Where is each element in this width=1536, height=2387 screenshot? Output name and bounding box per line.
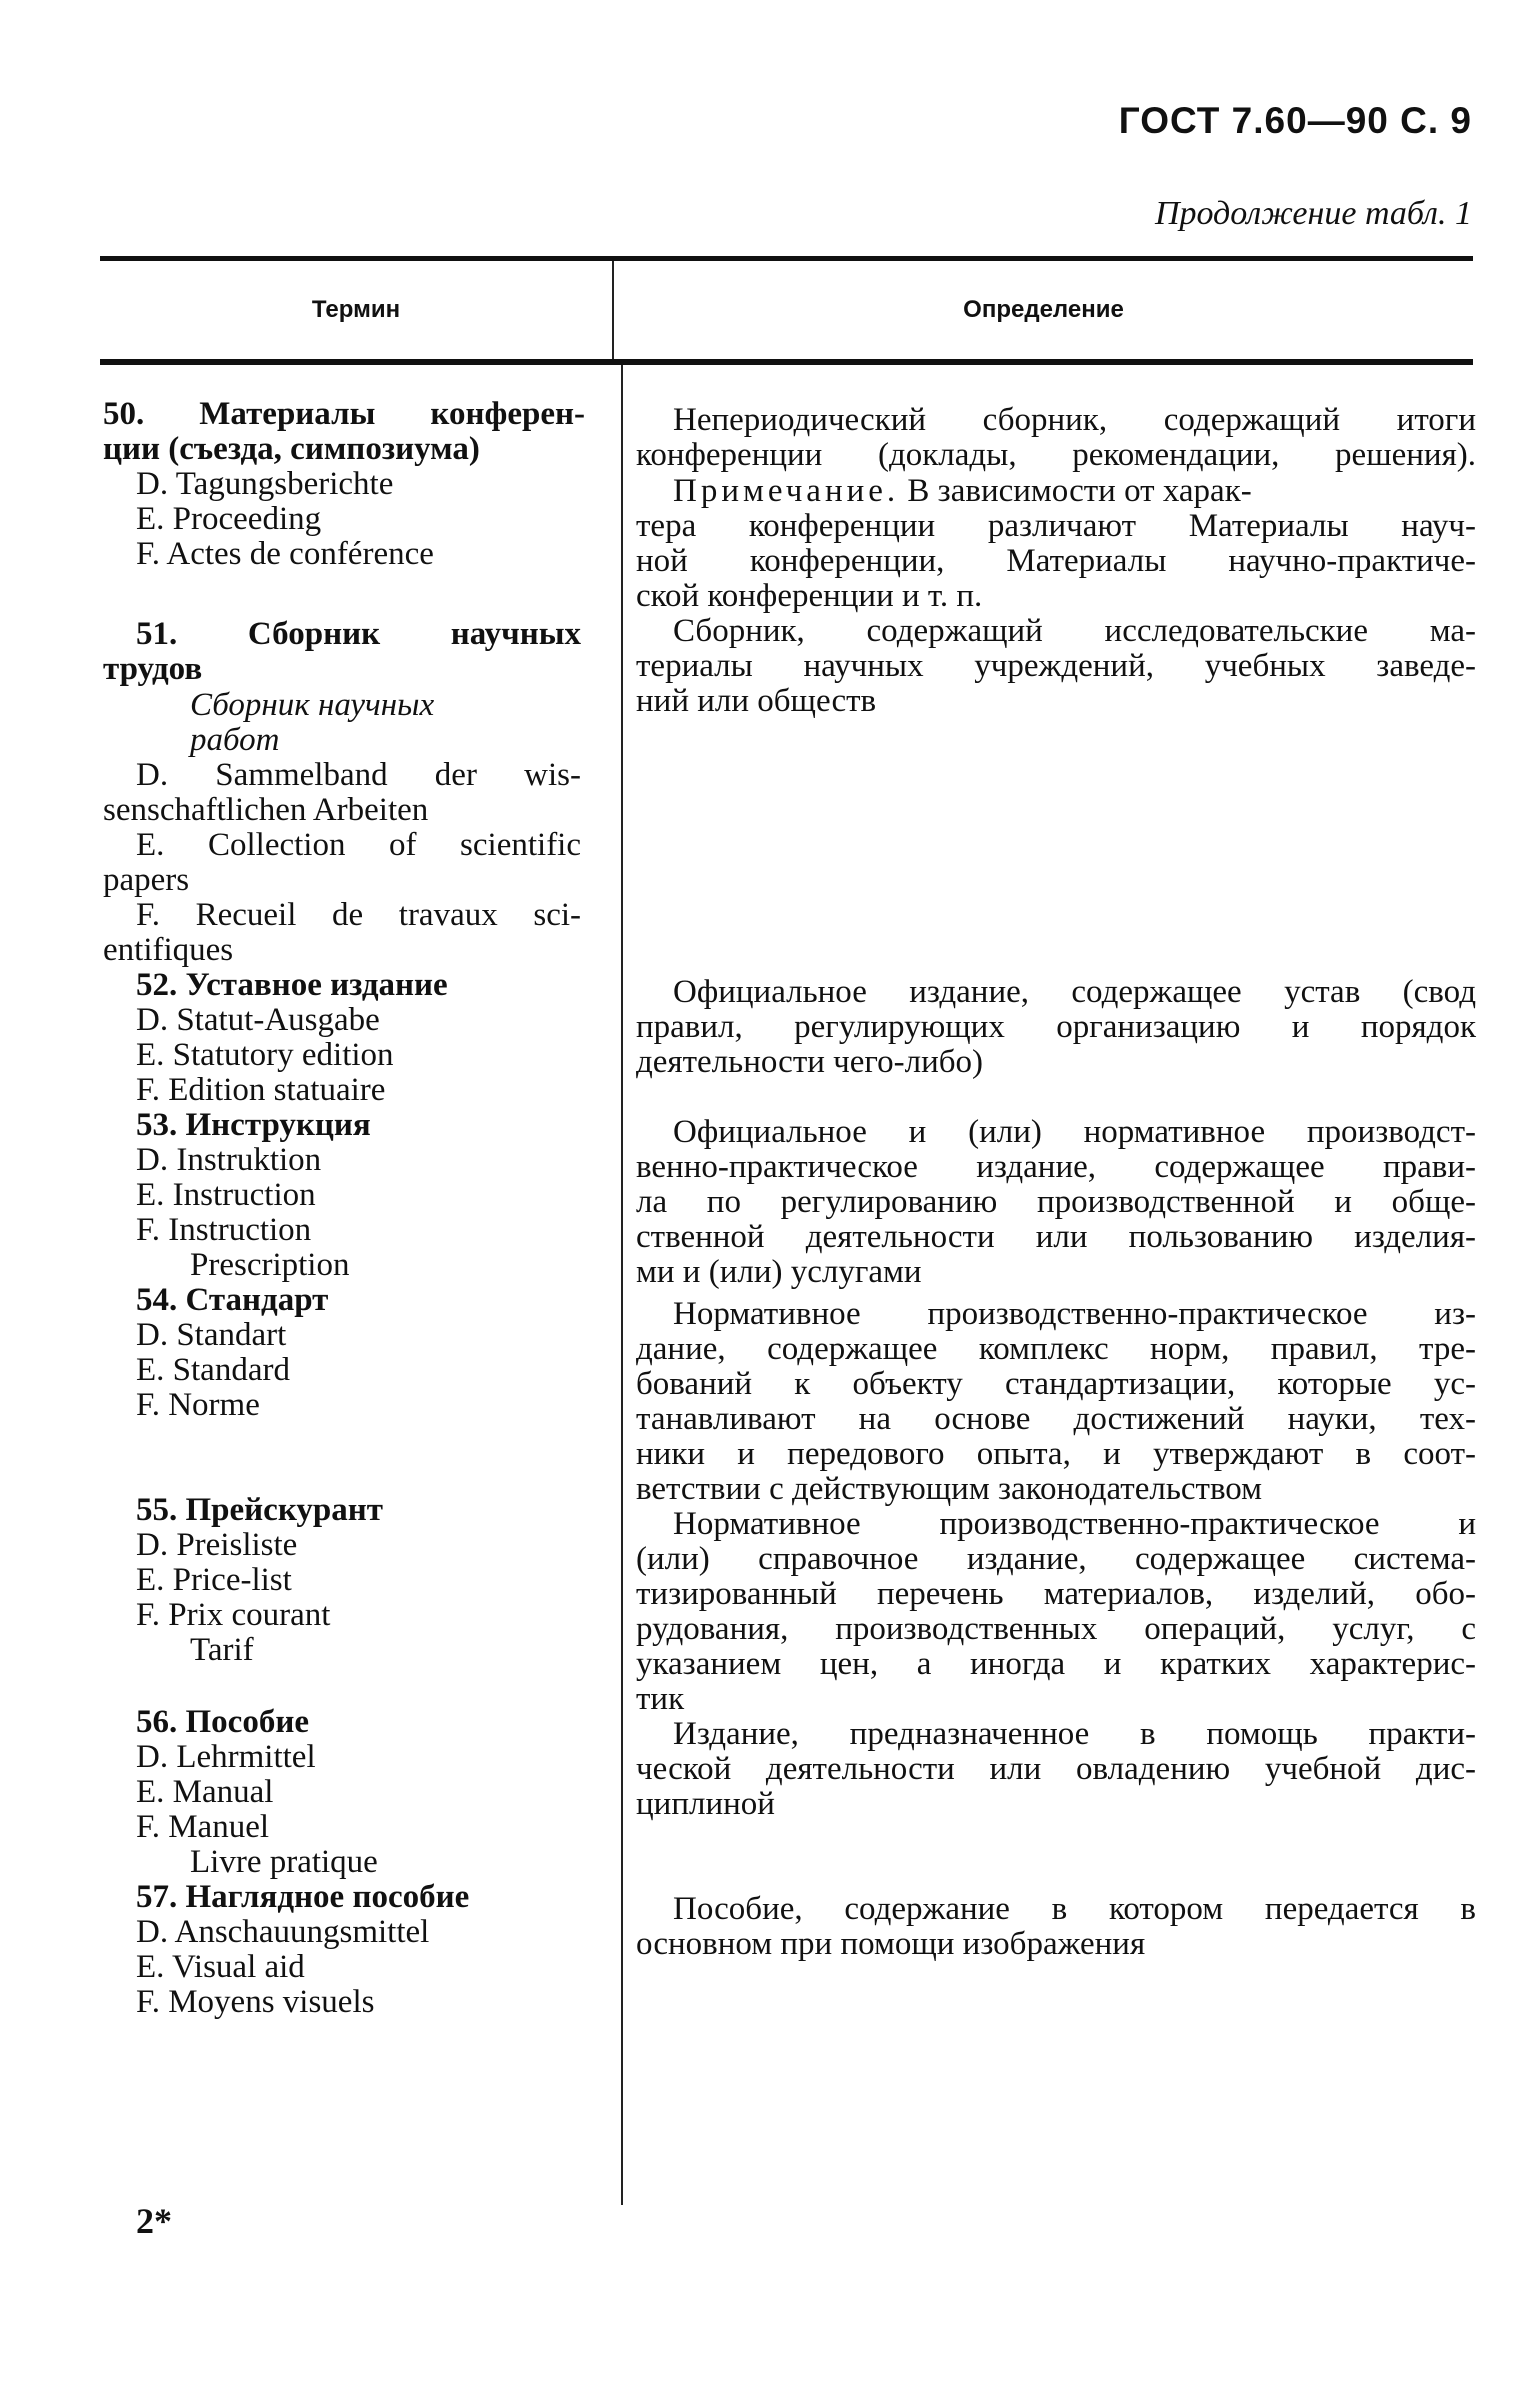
term-german: D. Lehrmittel [136,1739,316,1775]
term-french: Livre pratique [190,1844,378,1880]
term-german: D. Preisliste [136,1527,298,1563]
term-english: E. Instruction [136,1177,316,1213]
definition-text: танавливают на основе достижений науки, тех- [636,1401,1476,1437]
definition-text: Нормативное производственно-практическое из- [673,1296,1476,1332]
term-text: 52. Уставное издание [136,967,448,1003]
definition-text: ла по регулированию производственной и обще- [636,1184,1476,1220]
page-number: 2* [136,2201,172,2241]
term-english: E. Visual aid [136,1949,305,1985]
column-header-term: Термин [311,296,401,323]
column-header-definition: Определение [963,296,1124,323]
term-german: D. Standart [136,1317,287,1353]
term-german: D. Statut-Ausgabe [136,1002,380,1038]
term-german: D. Tagungsberichte [136,466,394,502]
definition-text: деятельности чего-либо) [636,1044,984,1080]
definition-text: (или) справочное издание, содержащее система- [636,1541,1476,1577]
definition-text: Непериодический сборник, содержащий итоги [673,402,1476,438]
term-french: F. Norme [136,1387,260,1423]
term-english: E. Statutory edition [136,1037,394,1073]
definition-note: ной конференции, Материалы научно-практиче- [636,543,1476,579]
definition-text: бований к объекту стандартизации, которые ус- [636,1366,1476,1402]
document-code: ГОСТ 7.60—90 С. 9 [1118,100,1472,141]
definition-text: ники и передового опыта, и утверждают в соот- [636,1436,1476,1472]
term-english: E. Proceeding [136,501,322,537]
term-german: D. Sammelband der wis- [136,757,581,793]
term-text: 54. Стандарт [136,1282,329,1318]
definition-text: ний или обществ [636,683,877,719]
term-text: 55. Прейскурант [136,1492,383,1528]
table-continuation-label: Продолжение табл. 1 [1154,195,1472,232]
term-french: F. Prix courant [136,1597,331,1633]
definition-text: циплиной [636,1786,775,1822]
term-english: E. Standard [136,1352,290,1388]
definition-text: тик [636,1681,685,1717]
term-german: D. Anschauungsmittel [136,1914,430,1950]
term-english: E. Price-list [136,1562,292,1598]
term-french: F. Moyens visuels [136,1984,375,2020]
term-german: senschaftlichen Arbeiten [103,792,429,828]
term-french: F. Manuel [136,1809,270,1845]
definition-text: рудования, производственных операций, услуг, с [636,1611,1476,1647]
term-french: F. Edition statuaire [136,1072,386,1108]
definition-text: правил, регулирующих организацию и порядок [636,1009,1476,1045]
definition-text: Пособие, содержание в котором передается в [673,1891,1476,1927]
definition-text: ческой деятельности или овладению учебной дис- [636,1751,1476,1787]
term-french: F. Instruction [136,1212,312,1248]
definition-text: Официальное и (или) нормативное производст- [673,1114,1476,1150]
definition-text: ственной деятельности или пользованию изделия- [636,1219,1476,1255]
definition-note [673,474,1476,509]
definition-text: указанием цен, а иногда и кратких характерис- [636,1646,1476,1682]
term-text: 51. Сборник научных [136,616,581,652]
definition-text: ми и (или) услугами [636,1254,922,1290]
term-text: трудов [103,651,203,687]
definition-text: ветствии с действующим законодательством [636,1471,1263,1507]
note-label: Примечание. [673,473,900,509]
definition-text: дание, содержащее комплекс норм, правил, тре- [636,1331,1476,1367]
definition-text: Нормативное производственно-практическое и [673,1506,1476,1542]
term-text: 50. Материалы конферен- [103,396,585,432]
term-french: F. Recueil de travaux sci- [136,897,581,933]
term-text: ции (съезда, симпозиума) [103,431,480,467]
table-header-rule [100,359,1473,365]
term-text: 56. Пособие [136,1704,309,1740]
definition-text: тизированный перечень материалов, изделий, обо- [636,1576,1476,1612]
definition-text: териалы научных учреждений, учебных заведе- [636,648,1476,684]
term-text: 57. Наглядное пособие [136,1879,470,1915]
term-text: 53. Инструкция [136,1107,371,1143]
column-divider [621,365,623,2205]
definition-text: Официальное издание, содержащее устав (свод [673,974,1476,1010]
definition-text: венно-практическое издание, содержащее прави- [636,1149,1476,1185]
table-top-rule [100,256,1473,261]
term-french: F. Actes de conférence [136,536,434,572]
note-text: В зависимости от харак- [899,473,1252,509]
definition-text: Сборник, содержащий исследовательские ма- [673,613,1476,649]
term-french: Prescription [190,1247,350,1283]
term-english: E. Manual [136,1774,274,1810]
term-english: papers [103,862,190,898]
definition-text: конференции (доклады, рекомендации, решения). [636,437,1476,473]
term-german: D. Instruktion [136,1142,322,1178]
term-french: entifiques [103,932,234,968]
definition-text: основном при помощи изображения [636,1926,1146,1962]
term-synonym: работ [190,722,280,758]
term-synonym: Сборник научных [190,687,435,723]
definition-note: ской конференции и т. п. [636,578,983,614]
definition-text: Издание, предназначенное в помощь практи- [673,1716,1476,1752]
term-french: Tarif [190,1632,254,1668]
definition-note: тера конференции различают Материалы науч- [636,508,1476,544]
term-english: E. Collection of scientific [136,827,581,863]
